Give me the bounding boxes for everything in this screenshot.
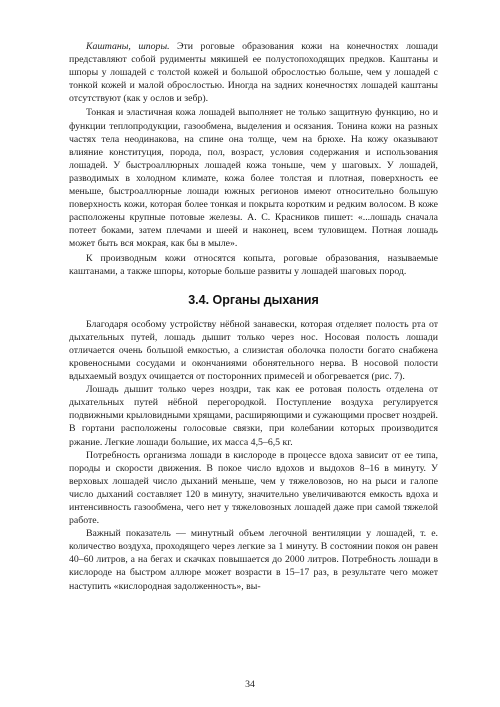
paragraph-oxygen-demand: Потребность организма лошади в кислороде в процессе вдоха зависит от ее типа, породы и скорости движения. В покое число вдохов и выдохов 8–16 в минуту. У верховых лошадей число дыханий меньше, чем у тяжеловозов, но на рыси и галопе число дыханий составляет 120 в минуту, значительно увеличиваются емкость вдоха и интенсивность газообмена, чего нет у тяжеловозных лошадей даже при самой тяжелой работе. [69, 449, 438, 527]
paragraph-ventilation: Важный показатель — минутный объем легочной вентиляции у лошадей, т. е. количество воздуха, проходящего через легкие за 1 минуту. В состоянии покоя он равен 40–60 литров, а на бегах и скачках повышается до 2000 литров. Потребность лошади в кислороде на быстром аллюре может возрасти в 15–17 раз, в результате чего может наступить «кислородная задолженность», вы- [69, 528, 438, 592]
paragraph-chestnuts [69, 40, 438, 105]
paragraph-skin: Тонкая и эластичная кожа лошадей выполняет не только защитную функцию, но и функции теплопродукции, газообмена, выделения и осязания. Тонина кожи на разных частях тела неодинакова, на спине она толще, чем на брюхе. На кожу оказывают влияние конституция, порода, пол, возраст, условия содержания и использования лошадей. У быстроаллюрных лошадей кожа тоньше, чем у шаговых. У лошадей, разводимых в холодном климате, кожа более толстая и плотная, поверхность ее меньше, быстроаллюрные лошади южных регионов имеют относительно большую поверхность кожи, которая более тонкая и покрыта коротким и редким волосом. В коже расположены крупные потовые железы. А. С. Красников пишет: «...лошадь сначала потеет боками, затем плечами и шеей и наконец, всем туловищем. Потная лошадь может быть вся мокрая, как бы в мыле». [69, 107, 438, 250]
paragraph-chestnuts-lead: Каштаны, шпоры. [86, 41, 170, 52]
body-text [69, 40, 438, 593]
page-number: 34 [245, 679, 255, 690]
paragraph-derivatives: К производным кожи относятся копыта, роговые образования, называемые каштанами, а также шпоры, которые больше развиты у лошадей шаговых пород. [69, 252, 438, 277]
paragraph-nasal-cavity: Благодаря особому устройству нёбной занавески, которая отделяет полость рта от дыхательных путей, лошадь дышит только через нос. Носовая полость лошади отличается очень большой емкостью, а слизистая оболочка полости богато снабжена кровеносными сосудами и окончаниями обонятельного нерва. В носовой полости вдыхаемый воздух очищается от посторонних примесей и обогревается (рис. 7). [69, 318, 438, 383]
paragraph-chestnuts-text: Эти роговые образования кожи на конечностях лошади представляют собой рудименты мякишей ее полустопоходящих предков. Каштаны и шпоры у лошадей с толстой кожей и большой оброслостью больше, чем у лошадей с тонкой кожей и малой оброслостью. Иногда на задних конечностях лошадей каштаны отсутствуют (как у ослов и зебр). [69, 41, 438, 105]
section-heading: 3.4. Органы дыхания [188, 292, 319, 307]
paragraph-nostrils: Лошадь дышит только через ноздри, так как ее ротовая полость отделена от дыхательных путей нёбной перегородкой. Поступление воздуха регулируется подвижными крыловидными хрящами, расширяющими и сужающими просвет ноздрей. В гортани расположены голосовые связки, при колебании которых производится ржание. Легкие лошади большие, их масса 4,5–6,5 кг. [69, 384, 438, 448]
